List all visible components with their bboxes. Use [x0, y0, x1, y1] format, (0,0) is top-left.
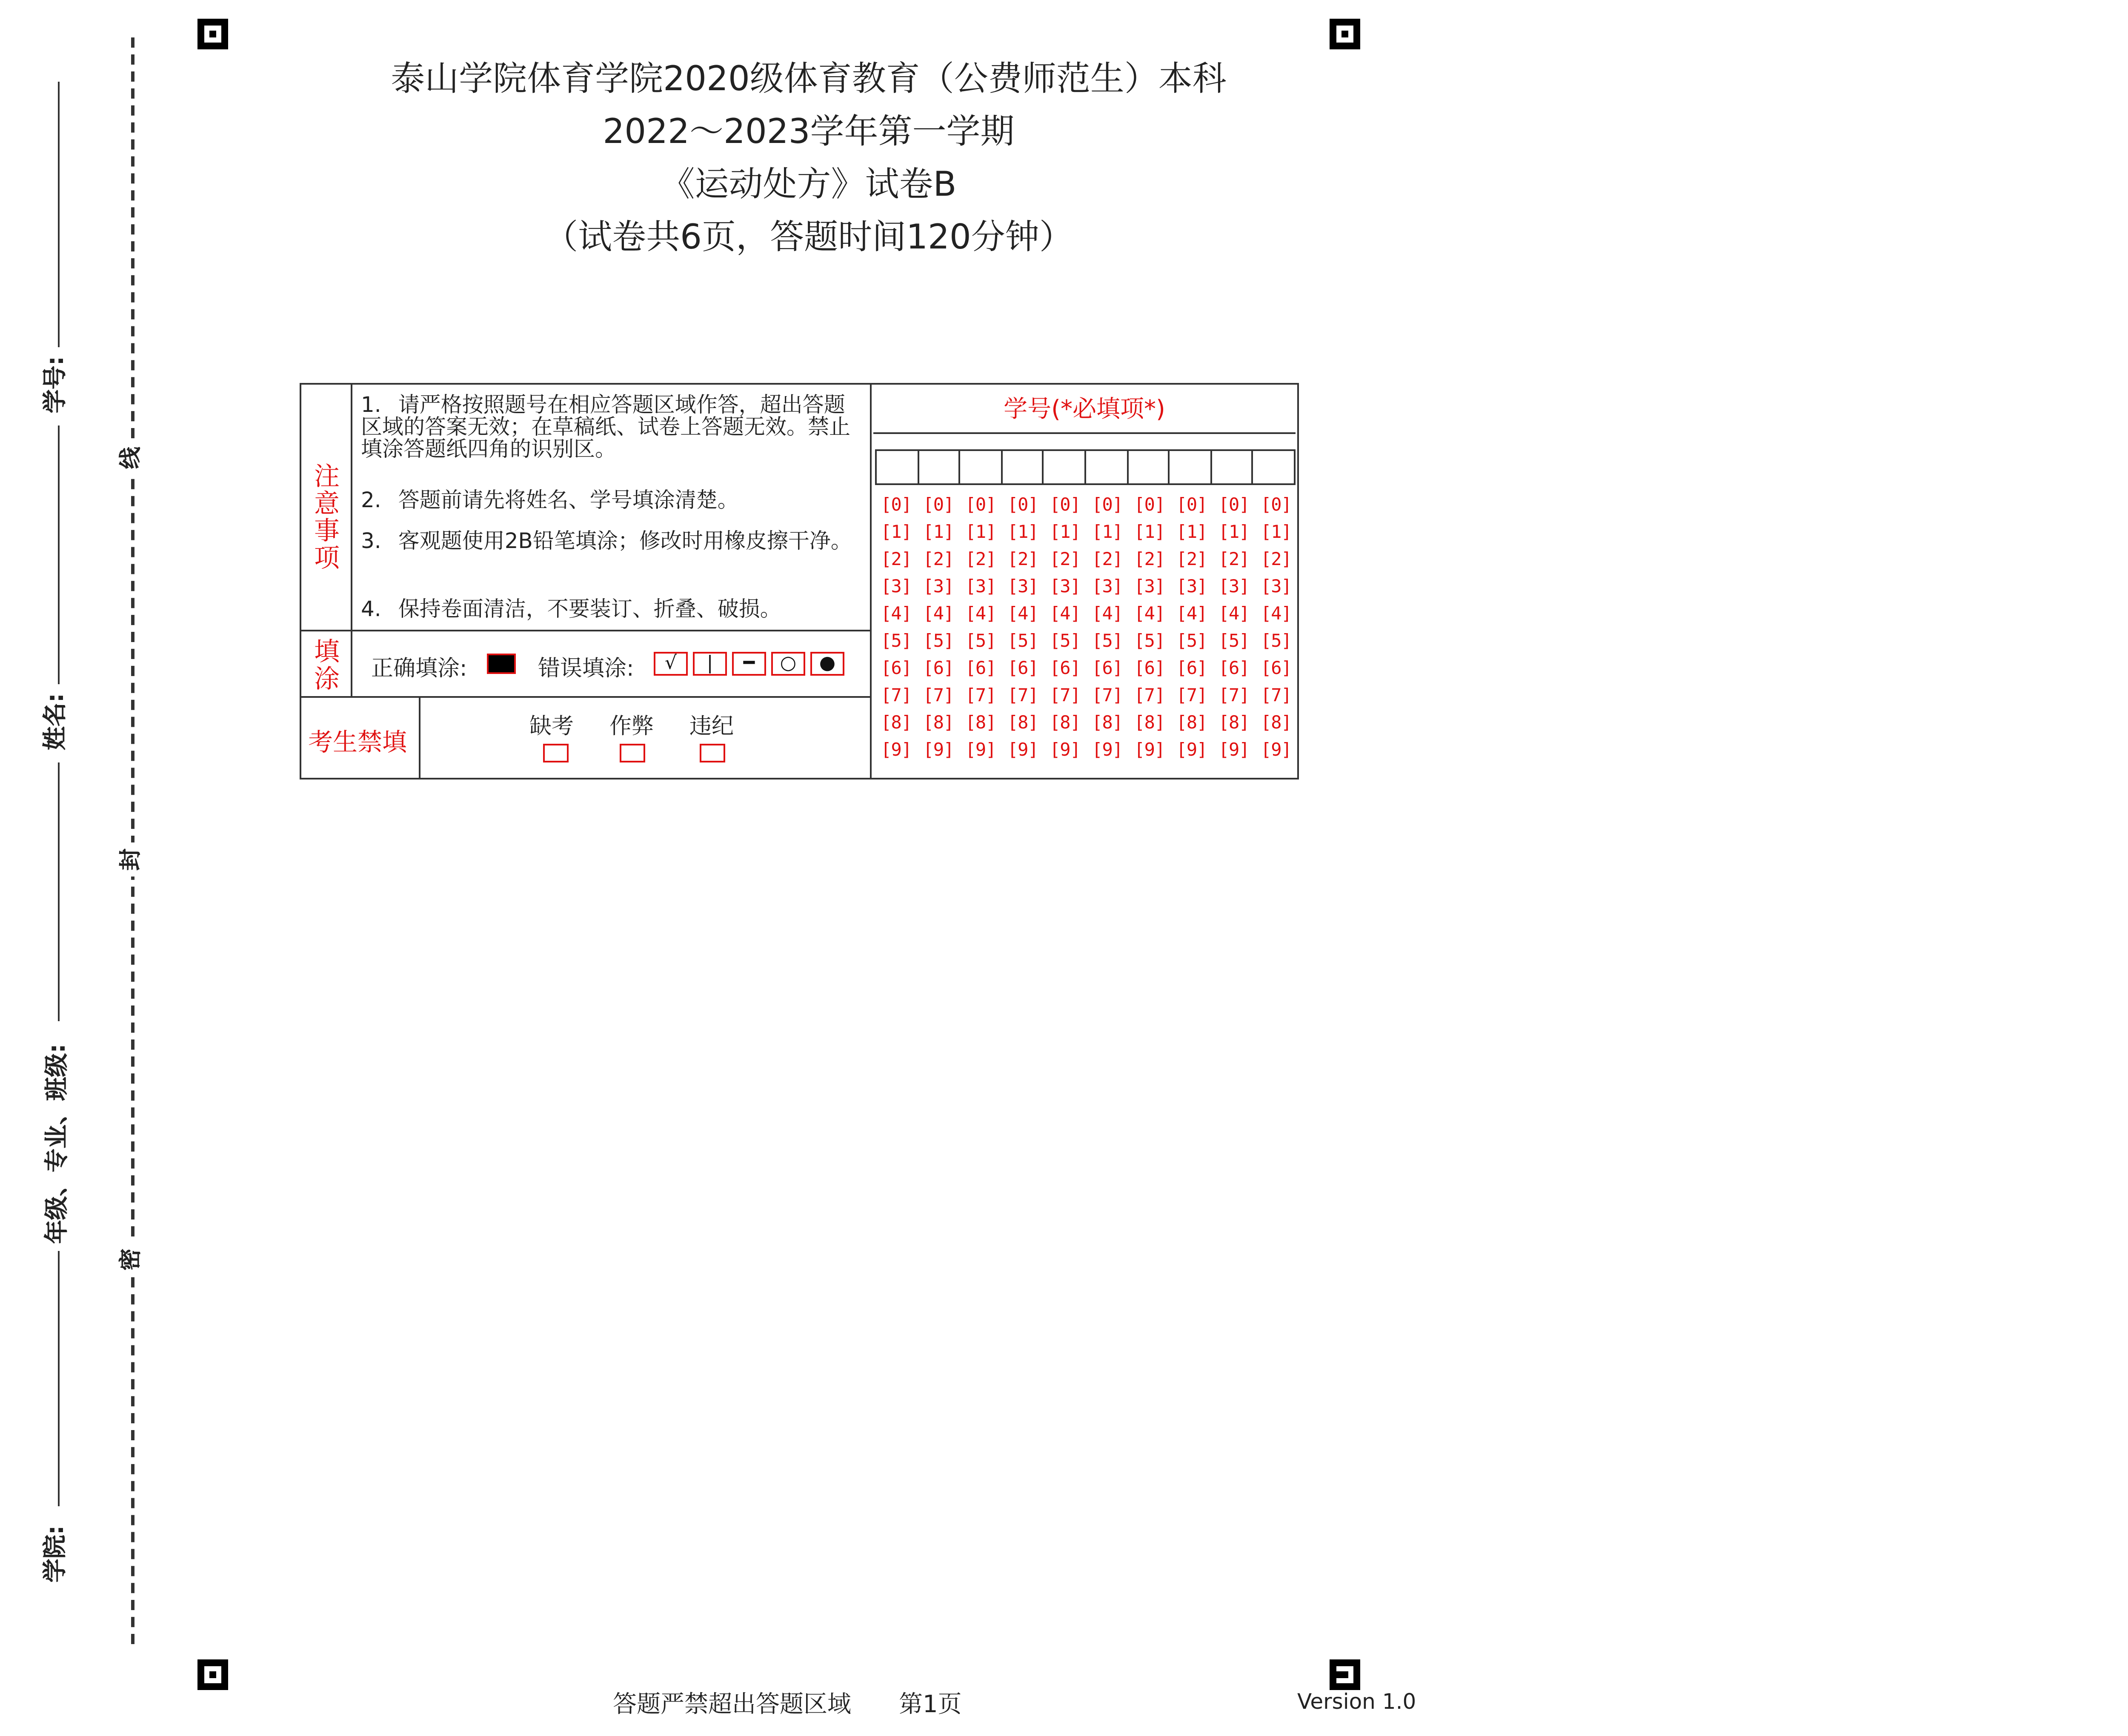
student-id-cell[interactable]: [1084, 449, 1128, 485]
student-id-bubble[interactable]: [4]: [965, 604, 996, 625]
student-id-bubble[interactable]: [1]: [1261, 523, 1292, 543]
student-id-cell[interactable]: [1210, 449, 1253, 485]
student-id-bubble[interactable]: [0]: [923, 495, 954, 516]
student-id-bubble[interactable]: [2]: [1050, 550, 1081, 570]
student-id-bubble[interactable]: [2]: [1092, 550, 1123, 570]
student-id-bubble[interactable]: [5]: [1176, 631, 1207, 652]
student-id-bubble[interactable]: [0]: [1218, 495, 1250, 516]
student-id-bubble[interactable]: [3]: [965, 577, 996, 597]
student-id-bubble[interactable]: [1]: [1050, 523, 1081, 543]
student-id-bubble[interactable]: [7]: [1261, 686, 1292, 706]
proctor-label: 考生禁填: [308, 730, 407, 757]
student-id-bubble[interactable]: [7]: [1007, 686, 1038, 706]
violation-label: 违纪: [689, 715, 734, 740]
student-id-bubble[interactable]: [3]: [1050, 577, 1081, 597]
wrong-fill-label: 错误填涂:: [538, 657, 634, 682]
student-id-bubble[interactable]: [4]: [1218, 604, 1250, 625]
student-id-bubble[interactable]: [6]: [1050, 659, 1081, 679]
student-id-bubble[interactable]: [6]: [1007, 659, 1038, 679]
student-id-bubble[interactable]: [5]: [965, 631, 996, 652]
student-id-bubble[interactable]: [5]: [1050, 631, 1081, 652]
student-id-bubble[interactable]: [8]: [923, 713, 954, 734]
student-id-bubble[interactable]: [3]: [1007, 577, 1038, 597]
student-id-bubble[interactable]: [2]: [1261, 550, 1292, 570]
student-id-bubble[interactable]: [8]: [1007, 713, 1038, 734]
student-id-bubble[interactable]: [7]: [1218, 686, 1250, 706]
student-id-bubble[interactable]: [7]: [1176, 686, 1207, 706]
exam-title-line-3: 《运动处方》试卷B: [661, 163, 957, 204]
student-id-bubble[interactable]: [6]: [923, 659, 954, 679]
student-id-bubble[interactable]: [0]: [1092, 495, 1123, 516]
student-id-bubble[interactable]: [9]: [965, 740, 996, 761]
student-id-cell[interactable]: [917, 449, 960, 485]
student-id-cell[interactable]: [1043, 449, 1086, 485]
student-id-cell[interactable]: [875, 449, 918, 485]
student-id-bubble[interactable]: [4]: [1050, 604, 1081, 625]
student-id-bubble[interactable]: [4]: [1176, 604, 1207, 625]
student-id-bubble[interactable]: [6]: [1134, 659, 1165, 679]
student-id-bubble[interactable]: [8]: [1176, 713, 1207, 734]
footer-version: Version 1.0: [1297, 1688, 1416, 1714]
student-id-bubble[interactable]: [4]: [1261, 604, 1292, 625]
binding-dashed-line: [131, 37, 134, 1644]
student-id-bubble[interactable]: [3]: [1134, 577, 1165, 597]
side-field-class: 年级、专业、班级:: [44, 1043, 72, 1244]
student-id-bubble[interactable]: [3]: [1176, 577, 1207, 597]
student-id-bubble[interactable]: [2]: [1007, 550, 1038, 570]
student-id-bubble[interactable]: [7]: [1050, 686, 1081, 706]
student-id-bubble[interactable]: [1]: [1218, 523, 1250, 543]
student-id-bubble[interactable]: [3]: [923, 577, 954, 597]
corner-marker-bottom-left: [197, 1659, 228, 1690]
student-id-bubble[interactable]: [5]: [1007, 631, 1038, 652]
student-id-bubble[interactable]: [5]: [1134, 631, 1165, 652]
wrong-fill-check: √: [654, 652, 688, 676]
student-id-bubble[interactable]: [6]: [1261, 659, 1292, 679]
notice-item-3: 3. 客观题使用2B铅笔填涂；修改时用橡皮擦干净。: [361, 528, 852, 553]
student-id-bubble[interactable]: [5]: [1218, 631, 1250, 652]
student-id-cell[interactable]: [959, 449, 1002, 485]
student-id-bubble[interactable]: [4]: [1092, 604, 1123, 625]
info-table-divider: [870, 383, 872, 779]
student-id-bubble[interactable]: [7]: [1134, 686, 1165, 706]
correct-fill-label: 正确填涂:: [371, 657, 467, 682]
student-id-bubble[interactable]: [1]: [1176, 523, 1207, 543]
student-id-bubble[interactable]: [0]: [1007, 495, 1038, 516]
student-id-bubble[interactable]: [0]: [1261, 495, 1292, 516]
student-id-bubble-grid: [875, 492, 1297, 764]
binding-char-xian: 线: [116, 441, 150, 475]
student-id-write-line: [58, 82, 60, 347]
student-id-digit-row: [875, 601, 1297, 628]
info-row-divider-1: [300, 630, 872, 631]
student-id-bubble[interactable]: [8]: [965, 713, 996, 734]
binding-char-feng: 封: [116, 842, 150, 877]
footer-page-number: 第1页: [899, 1692, 962, 1719]
student-id-cell[interactable]: [1126, 449, 1170, 485]
center-marker-bottom: [1330, 1659, 1360, 1690]
student-id-bubble[interactable]: [1]: [1007, 523, 1038, 543]
notice-label: 注意事项: [314, 461, 340, 574]
side-field-student-id: 学号:: [43, 356, 70, 414]
student-id-bubble[interactable]: [6]: [1092, 659, 1123, 679]
violation-checkbox[interactable]: [700, 744, 725, 762]
student-id-bubble[interactable]: [6]: [881, 659, 912, 679]
student-id-bubble[interactable]: [9]: [1134, 740, 1165, 761]
student-id-digit-row: [875, 546, 1297, 574]
student-id-bubble[interactable]: [3]: [1261, 577, 1292, 597]
student-id-bubble[interactable]: [9]: [923, 740, 954, 761]
student-id-bubble[interactable]: [0]: [881, 495, 912, 516]
student-id-bubble[interactable]: [8]: [1050, 713, 1081, 734]
wrong-fill-dash: ━: [732, 652, 766, 676]
notice-item-2: 2. 答题前请先将姓名、学号填涂清楚。: [361, 487, 739, 512]
exam-title-line-1: 泰山学院体育学院2020级体育教育（公费师范生）本科: [391, 58, 1227, 99]
student-id-bubble[interactable]: [9]: [1092, 740, 1123, 761]
wrong-fill-bar: |: [693, 652, 727, 676]
student-id-bubble[interactable]: [0]: [1134, 495, 1165, 516]
student-id-bubble[interactable]: [7]: [965, 686, 996, 706]
student-id-digit-row: [875, 628, 1297, 655]
student-id-bubble[interactable]: [9]: [1007, 740, 1038, 761]
student-id-bubble[interactable]: [0]: [965, 495, 996, 516]
student-id-bubble[interactable]: [5]: [923, 631, 954, 652]
student-id-bubble[interactable]: [7]: [923, 686, 954, 706]
student-id-bubble[interactable]: [1]: [965, 523, 996, 543]
absent-label: 缺考: [529, 715, 574, 740]
exam-title-line-2: 2022～2023学年第一学期: [603, 111, 1015, 151]
student-id-bubble[interactable]: [2]: [1134, 550, 1165, 570]
student-id-bubble[interactable]: [0]: [1176, 495, 1207, 516]
side-field-name: 姓名:: [43, 693, 70, 751]
student-id-bubble[interactable]: [8]: [1261, 713, 1292, 734]
notice-item-1: 1. 请严格按照题号在相应答题区域作答，超出答题区域的答案无效；在草稿纸、试卷上答题无效。禁止填涂答题纸四角的识别区。: [361, 391, 851, 461]
student-id-bubble[interactable]: [8]: [1134, 713, 1165, 734]
student-id-bubble[interactable]: [1]: [881, 523, 912, 543]
student-id-bubble[interactable]: [9]: [881, 740, 912, 761]
correct-fill-sample: [487, 654, 516, 674]
student-id-bubble[interactable]: [6]: [1218, 659, 1250, 679]
cheating-checkbox[interactable]: [620, 744, 645, 762]
cheating-label: 作弊: [609, 715, 654, 740]
student-id-write-cells: [875, 449, 1296, 485]
class-write-line: [58, 762, 60, 1021]
student-id-digit-row: [875, 655, 1297, 682]
student-id-bubble[interactable]: [9]: [1218, 740, 1250, 761]
student-id-bubble[interactable]: [2]: [965, 550, 996, 570]
student-id-bubble[interactable]: [3]: [881, 577, 912, 597]
proctor-label-divider: [419, 696, 420, 779]
student-id-bubble[interactable]: [9]: [1050, 740, 1081, 761]
student-id-bubble[interactable]: [7]: [881, 686, 912, 706]
student-id-bubble[interactable]: [8]: [881, 713, 912, 734]
student-id-cell[interactable]: [1252, 449, 1295, 485]
student-id-digit-row: [875, 710, 1297, 737]
college-write-line: [58, 1251, 60, 1506]
student-id-digit-row: [875, 519, 1297, 546]
student-id-bubble[interactable]: [0]: [1050, 495, 1081, 516]
corner-marker-top-left: [197, 19, 228, 49]
student-id-bubble[interactable]: [1]: [923, 523, 954, 543]
student-id-bubble[interactable]: [2]: [1176, 550, 1207, 570]
student-id-bubble[interactable]: [2]: [923, 550, 954, 570]
student-id-bubble[interactable]: [8]: [1218, 713, 1250, 734]
exam-title-line-4: （试卷共6页，答题时间120分钟）: [544, 216, 1073, 257]
wrong-fill-dot: ●: [810, 652, 844, 676]
label-column-divider: [351, 383, 352, 696]
center-marker-top: [1330, 19, 1360, 49]
student-id-bubble[interactable]: [2]: [1218, 550, 1250, 570]
name-write-line: [58, 425, 60, 684]
student-id-bubble[interactable]: [3]: [1218, 577, 1250, 597]
wrong-fill-circle: ○: [771, 652, 805, 676]
footer-warning: 答题严禁超出答题区域: [613, 1692, 851, 1719]
student-id-bubble[interactable]: [9]: [1261, 740, 1292, 761]
student-id-bubble[interactable]: [1]: [1134, 523, 1165, 543]
student-id-bubble[interactable]: [3]: [1092, 577, 1123, 597]
student-id-bubble[interactable]: [5]: [881, 631, 912, 652]
info-row-divider-2: [300, 696, 872, 698]
absent-checkbox[interactable]: [543, 744, 569, 762]
student-id-bubble[interactable]: [9]: [1176, 740, 1207, 761]
student-id-bubble[interactable]: [6]: [965, 659, 996, 679]
binding-char-mi: 密: [116, 1242, 150, 1276]
student-id-title-rule: [873, 432, 1296, 434]
side-field-college: 学院:: [43, 1525, 70, 1583]
student-id-cell[interactable]: [1168, 449, 1212, 485]
student-id-bubble[interactable]: [4]: [923, 604, 954, 625]
student-id-digit-row: [875, 682, 1297, 710]
student-id-bubble[interactable]: [7]: [1092, 686, 1123, 706]
student-id-bubble[interactable]: [4]: [1134, 604, 1165, 625]
student-id-bubble[interactable]: [8]: [1092, 713, 1123, 734]
student-id-bubble[interactable]: [6]: [1176, 659, 1207, 679]
student-id-bubble[interactable]: [2]: [881, 550, 912, 570]
student-id-digit-row: [875, 737, 1297, 764]
student-id-title: 学号(*必填项*): [1004, 397, 1165, 424]
student-id-digit-row: [875, 492, 1297, 519]
fill-label: 填涂: [314, 637, 340, 694]
student-id-bubble[interactable]: [4]: [1007, 604, 1038, 625]
student-id-bubble[interactable]: [1]: [1092, 523, 1123, 543]
student-id-bubble[interactable]: [5]: [1092, 631, 1123, 652]
notice-item-4: 4. 保持卷面清洁，不要装订、折叠、破损。: [361, 596, 781, 621]
student-id-cell[interactable]: [1001, 449, 1044, 485]
student-id-digit-row: [875, 574, 1297, 601]
student-id-bubble[interactable]: [4]: [881, 604, 912, 625]
student-id-bubble[interactable]: [5]: [1261, 631, 1292, 652]
